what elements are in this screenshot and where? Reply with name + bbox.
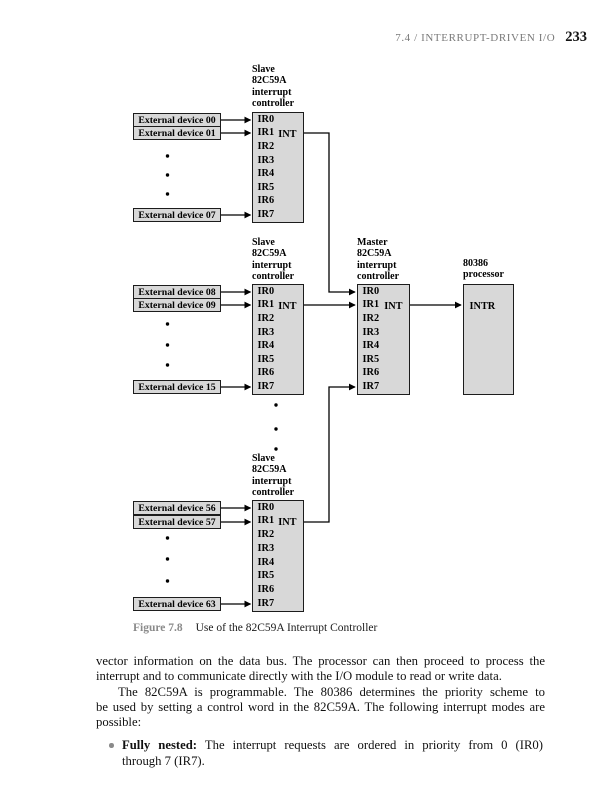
processor-label: 80386 processor [463, 258, 504, 281]
slave2-controller-label: Slave 82C59A interrupt controller [252, 237, 295, 282]
ir0-label: IR0 [257, 113, 275, 125]
ir7-label: IR7 [257, 381, 275, 393]
int-output-label: INT [384, 300, 403, 312]
ir5-label: IR5 [362, 353, 380, 365]
body-paragraph2-line1: The 82C59A is programmable. The 80386 determines the priority scheme to [118, 685, 545, 699]
slave2-controller-box [252, 284, 304, 395]
int-output-label: INT [278, 300, 297, 312]
body-paragraph1-line2: interrupt and to communicate directly with the I/O module to read or write data. [96, 669, 502, 683]
figure-caption [133, 622, 377, 634]
ir2-label: IR2 [257, 140, 275, 152]
int-output-label: INT [278, 128, 297, 140]
bullet-item-term: Fully nested: [122, 738, 198, 752]
ir4-label: IR4 [362, 340, 380, 352]
device-box-09: External device 09 [133, 298, 221, 312]
device-box-15: External device 15 [133, 380, 221, 394]
device-box-63: External device 63 [133, 597, 221, 611]
ir1-label: IR1 [257, 299, 275, 311]
figure-caption-title: Use of the 82C59A Interrupt Controller [195, 622, 378, 634]
ir2-label: IR2 [257, 529, 275, 541]
ir1-label: IR1 [257, 515, 275, 527]
ir3-label: IR3 [257, 542, 275, 554]
bullet-item-text: The interrupt requests are ordered in priority from 0 (IR0) [197, 738, 544, 752]
ir4-label: IR4 [257, 556, 275, 568]
ir6-label: IR6 [257, 584, 275, 596]
ir0-label: IR0 [257, 501, 275, 513]
device-box-01: External device 01 [133, 126, 221, 140]
body-paragraph2-line3: possible: [96, 715, 142, 729]
ir6-label: IR6 [362, 367, 380, 379]
ir0-label: IR0 [362, 285, 380, 297]
ir3-label: IR3 [362, 326, 380, 338]
ir7-label: IR7 [362, 381, 380, 393]
ir7-label: IR7 [257, 209, 275, 221]
ir6-label: IR6 [257, 195, 275, 207]
ir1-label: IR1 [257, 127, 275, 139]
page-header [395, 29, 587, 46]
bullet-marker [109, 743, 114, 748]
page-number: 233 [565, 29, 587, 45]
ir5-label: IR5 [257, 570, 275, 582]
device-box-56: External device 56 [133, 501, 221, 515]
device-box-57: External device 57 [133, 515, 221, 529]
ir3-label: IR3 [257, 154, 275, 166]
bullet-item-line2: through 7 (IR7). [122, 754, 205, 768]
ir2-label: IR2 [257, 312, 275, 324]
intr-input-label: INTR [469, 300, 496, 312]
slave3-controller-box [252, 500, 304, 612]
bullet-item-line1 [122, 738, 543, 754]
int-output-label: INT [278, 516, 297, 528]
ir1-label: IR1 [362, 299, 380, 311]
device-box-08: External device 08 [133, 285, 221, 299]
device-box-07: External device 07 [133, 208, 221, 222]
processor-box [463, 284, 514, 395]
ir7-label: IR7 [257, 597, 275, 609]
ir4-label: IR4 [257, 340, 275, 352]
master-controller-box [357, 284, 410, 395]
slave1-controller-box [252, 112, 304, 223]
slave1-controller-label: Slave 82C59A interrupt controller [252, 64, 295, 109]
ir5-label: IR5 [257, 181, 275, 193]
section-title: 7.4 / INTERRUPT-DRIVEN I/O [395, 32, 556, 44]
figure-caption-number: Figure 7.8 [133, 622, 183, 634]
ir0-label: IR0 [257, 285, 275, 297]
ir4-label: IR4 [257, 168, 275, 180]
slave3-controller-label: Slave 82C59A interrupt controller [252, 453, 295, 498]
master-controller-label: Master 82C59A interrupt controller [357, 237, 400, 282]
ir2-label: IR2 [362, 312, 380, 324]
body-paragraph1-line1: vector information on the data bus. The processor can then proceed to process the [96, 654, 545, 668]
ir5-label: IR5 [257, 353, 275, 365]
device-box-00: External device 00 [133, 113, 221, 127]
body-paragraph2-line2: be used by setting a control word in the 82C59A. The following interrupt modes are [96, 700, 545, 714]
ir6-label: IR6 [257, 367, 275, 379]
ir3-label: IR3 [257, 326, 275, 338]
